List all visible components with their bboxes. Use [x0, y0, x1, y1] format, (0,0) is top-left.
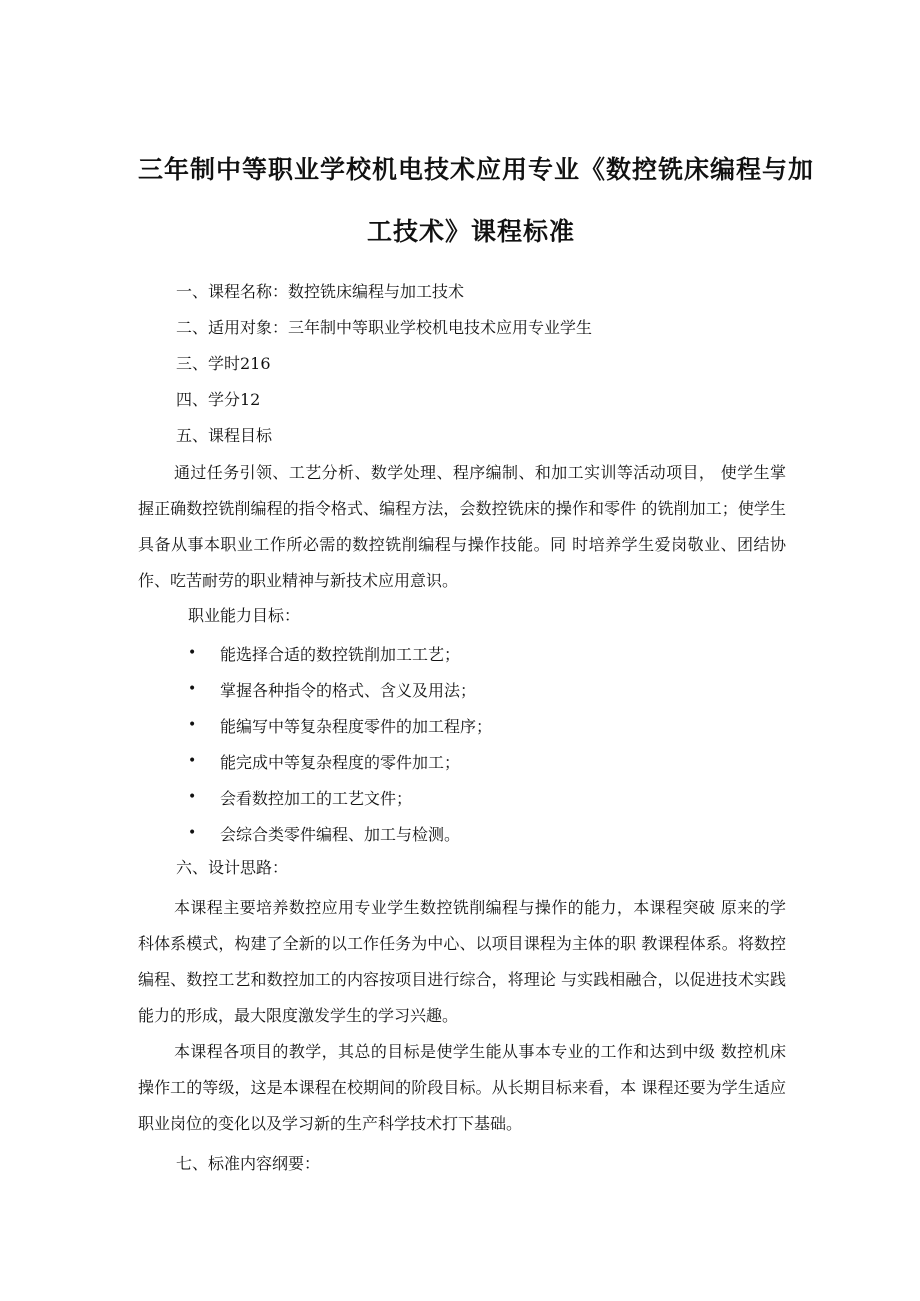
design-paragraph-1: 本课程主要培养数控应用专业学生数控铣削编程与操作的能力，本课程突破 原来的学科体系模式，构建了全新的以工作任务为中心、以项目课程为主体的职 教课程体系。将数控编程、数控工艺和数控加工的内容按项目进行综合，将理论 与实践相融合，以促进技术实践能力的形成，最大限度激发学生的学习兴趣。: [138, 898, 786, 1025]
credits-item: 四、学分12: [176, 390, 261, 409]
bullet-icon: •: [188, 825, 197, 841]
bullet-icon: •: [188, 789, 197, 805]
class-hours-item: 三、学时216: [176, 354, 271, 373]
ability-item-1: 能选择合适的数控铣削加工工艺；: [220, 645, 461, 664]
ability-item-4: 能完成中等复杂程度的零件加工；: [220, 753, 461, 772]
target-audience-item: 二、适用对象：三年制中等职业学校机电技术应用专业学生: [176, 318, 593, 337]
bullet-icon: •: [188, 717, 197, 733]
bullet-icon: •: [188, 753, 197, 769]
course-name-item: 一、课程名称：数控铣床编程与加工技术: [176, 282, 465, 301]
document-title-line-2: 工技术》课程标准: [367, 217, 576, 246]
ability-item-2: 掌握各种指令的格式、含义及用法；: [220, 681, 477, 700]
course-goals-paragraph: 通过任务引领、工艺分析、数学处理、程序编制、和加工实训等活动项目， 使学生掌握正确数控铣削编程的指令格式、编程方法，会数控铣床的操作和零件 的铣削加工；使学生具备从事本职业工作所必需的数控铣削编程与操作技能。同 时培养学生爱岗敬业、团结协作、吃苦耐劳的职业精神与新技术应用意识。: [138, 463, 786, 590]
bullet-icon: •: [188, 681, 197, 697]
course-goals-heading: 五、课程目标: [176, 426, 273, 445]
design-paragraph-2: 本课程各项目的教学，其总的目标是使学生能从事本专业的工作和达到中级 数控机床操作工的等级，这是本课程在校期间的阶段目标。从长期目标来看，本 课程还要为学生适应职业岗位的变化以及学习新的生产科学技术打下基础。: [138, 1042, 786, 1133]
ability-item-6: 会综合类零件编程、加工与检测。: [220, 825, 461, 844]
ability-goals-heading: 职业能力目标：: [188, 606, 301, 625]
document-title-line-1: 三年制中等职业学校机电技术应用专业《数控铣床编程与加: [138, 155, 815, 184]
outline-heading: 七、标准内容纲要：: [176, 1154, 321, 1173]
design-heading: 六、设计思路：: [176, 858, 289, 877]
ability-item-5: 会看数控加工的工艺文件；: [220, 789, 413, 808]
ability-item-3: 能编写中等复杂程度零件的加工程序；: [220, 717, 493, 736]
bullet-icon: •: [188, 645, 197, 661]
